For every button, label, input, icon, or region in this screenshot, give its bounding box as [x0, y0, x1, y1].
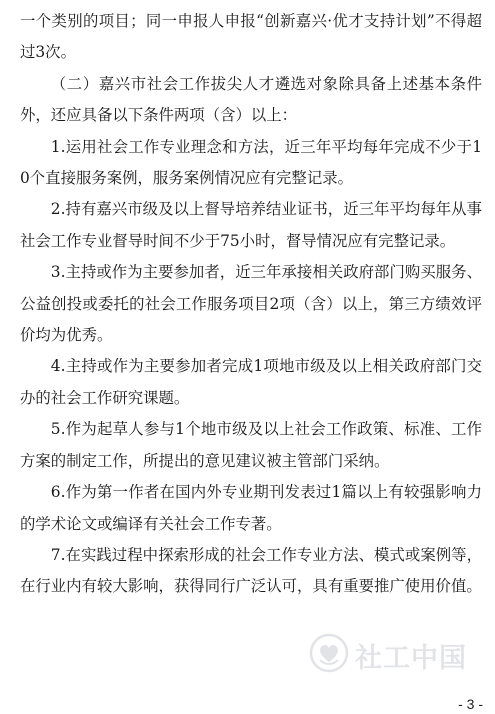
paragraph-item-5: 5.作为起草人参与1个地市级及以上社会工作政策、标准、工作方案的制定工作，所提出的意见建议被主管部门采纳。	[20, 420, 482, 470]
heart-hands-logo-icon	[309, 633, 349, 677]
paragraph-item-6: 6.作为第一作者在国内外专业期刊发表过1篇以上有较强影响力的学术论文或编译有关社会工作专著。	[20, 483, 482, 533]
page-number: - 3 -	[458, 696, 483, 712]
paragraph-item-7: 7.在实践过程中探索形成的社会工作专业方法、模式或案例等，在行业内有较大影响，获得同行广泛认可，具有重要推广使用价值。	[20, 545, 482, 596]
watermark-text: 社工中国	[355, 642, 467, 674]
paragraph-item-1: 1.运用社会工作专业理念和方法，近三年平均每年完成不少于10个直接服务案例，服务案例情况应有完整记录。	[20, 137, 482, 188]
paragraph-item-2: 2.持有嘉兴市级及以上督导培养结业证书，近三年平均每年从事社会工作专业督导时间不少于75小时，督导情况应有完整记录。	[20, 200, 482, 250]
watermark	[309, 633, 467, 677]
paragraph-item-3: 3.主持或作为主要参加者，近三年承接相关政府部门购买服务、公益创投或委托的社会工作服务项目2项（含）以上，第三方绩效评价均为优秀。	[20, 263, 482, 345]
paragraph-section-two: （二）嘉兴市社会工作拔尖人才遴选对象除具备上述基本条件外，还应具备以下条件两项（含）以上：	[20, 74, 482, 125]
document-body	[20, 6, 482, 603]
paragraph-continuation: 一个类别的项目；同一申报人申报“创新嘉兴·优才支持计划”不得超过3次。	[20, 12, 482, 62]
paragraph-item-4: 4.主持或作为主要参加者完成1项地市级及以上相关政府部门交办的社会工作研究课题。	[20, 357, 482, 407]
